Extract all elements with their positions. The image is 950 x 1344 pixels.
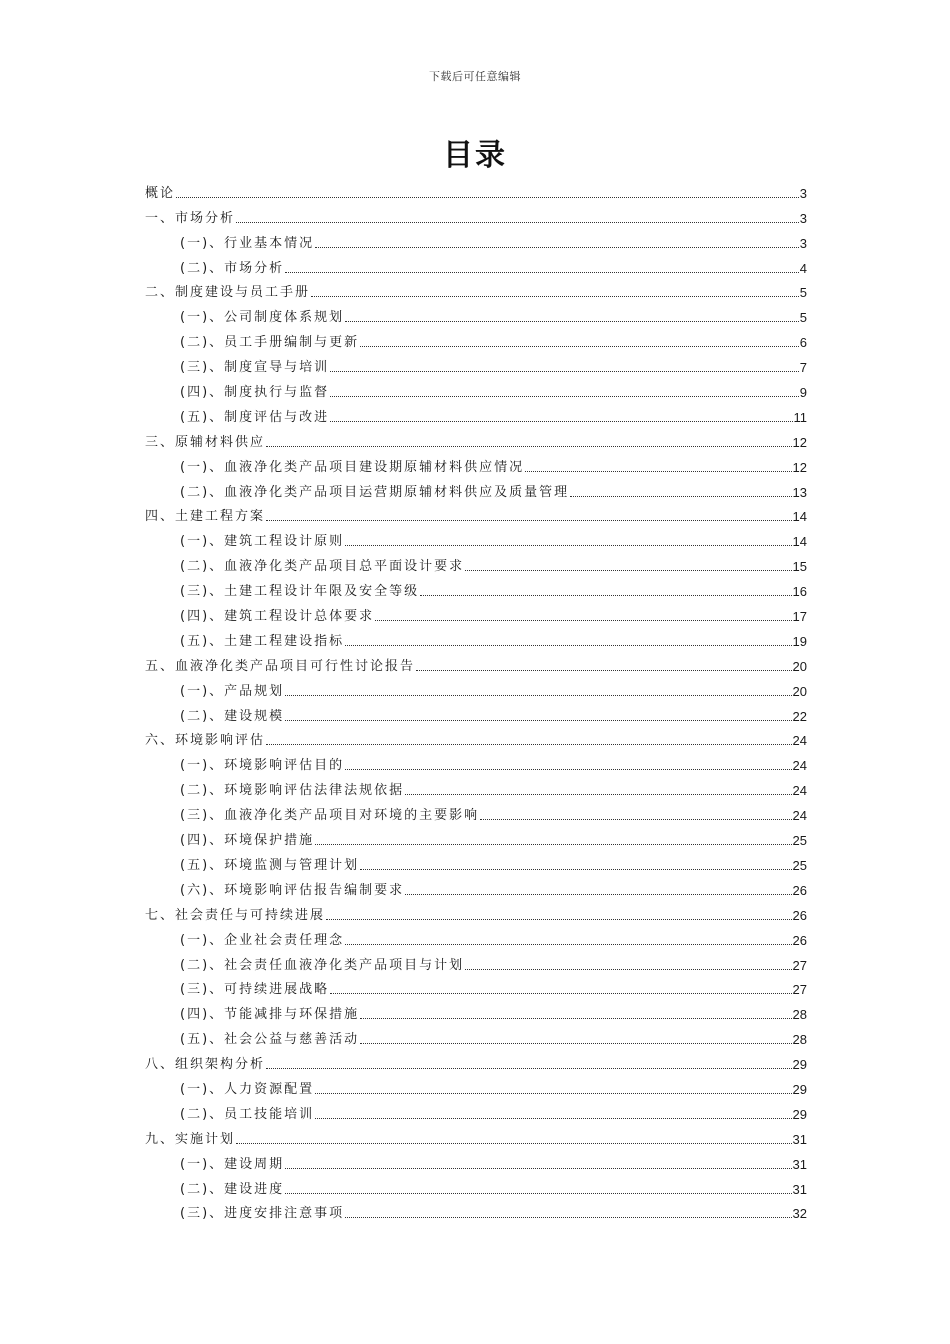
toc-entry[interactable] [145, 849, 807, 874]
toc-entry-page-number: 24 [792, 783, 807, 799]
toc-entry[interactable] [145, 426, 807, 451]
toc-entry-page-number: 31 [792, 1131, 807, 1147]
toc-entry-title: (二)、血液净化类产品项目总平面设计要求 [180, 559, 465, 575]
toc-entry-title: (二)、市场分析 [180, 260, 285, 276]
toc-entry[interactable] [145, 550, 807, 575]
toc-entry[interactable] [145, 874, 807, 899]
toc-entry[interactable] [145, 949, 807, 974]
toc-entry-page-number: 20 [792, 658, 807, 674]
dot-leader [360, 346, 799, 347]
toc-entry-title: (一)、血液净化类产品项目建设期原辅材料供应情况 [180, 459, 525, 475]
toc-entry-title: (五)、土建工程建设指标 [180, 633, 345, 649]
dot-leader [266, 520, 792, 521]
dot-leader [345, 944, 791, 945]
toc-entry-page-number: 26 [792, 932, 807, 948]
toc-entry[interactable] [145, 451, 807, 476]
toc-entry-title: (二)、建设进度 [180, 1181, 285, 1197]
toc-entry-title: (四)、建筑工程设计总体要求 [180, 609, 375, 625]
toc-entry-page-number: 25 [792, 857, 807, 873]
dot-leader [330, 421, 792, 422]
dot-leader [345, 321, 799, 322]
toc-entry-page-number: 32 [792, 1206, 807, 1222]
toc-entry[interactable] [145, 1073, 807, 1098]
dot-leader [375, 620, 791, 621]
dot-leader [266, 744, 792, 745]
dot-leader [416, 670, 792, 671]
dot-leader [345, 645, 791, 646]
toc-entry-page-number: 26 [792, 907, 807, 923]
toc-entry-title: (三)、进度安排注意事项 [180, 1206, 345, 1222]
toc-entry[interactable] [145, 1173, 807, 1198]
toc-entry-page-number: 15 [792, 559, 807, 575]
toc-entry[interactable] [145, 376, 807, 401]
toc-entry-title: 三、原辅材料供应 [145, 434, 266, 450]
toc-entry-title: (四)、制度执行与监督 [180, 385, 330, 401]
dot-leader [345, 545, 791, 546]
toc-entry-page-number: 3 [799, 210, 807, 226]
toc-entry[interactable] [145, 974, 807, 999]
toc-entry[interactable] [145, 476, 807, 501]
toc-entry[interactable] [145, 998, 807, 1023]
toc-entry-page-number: 25 [792, 833, 807, 849]
toc-entry-page-number: 12 [792, 434, 807, 450]
toc-entry-page-number: 6 [799, 335, 807, 351]
toc-entry-title: (一)、行业基本情况 [180, 235, 315, 251]
dot-leader [315, 1093, 791, 1094]
dot-leader [465, 969, 791, 970]
toc-entry-title: (一)、人力资源配置 [180, 1081, 315, 1097]
toc-entry-title: (三)、血液净化类产品项目对环境的主要影响 [180, 808, 480, 824]
toc-entry-title: 九、实施计划 [145, 1131, 236, 1147]
toc-entry-page-number: 12 [792, 459, 807, 475]
dot-leader [236, 222, 799, 223]
dot-leader [285, 695, 791, 696]
dot-leader [266, 1068, 792, 1069]
dot-leader [285, 1193, 791, 1194]
toc-entry-title: (三)、可持续进展战略 [180, 982, 330, 998]
dot-leader [570, 496, 791, 497]
toc-entry-title: 七、社会责任与可持续进展 [145, 907, 326, 923]
toc-entry-page-number: 24 [792, 758, 807, 774]
toc-entry-page-number: 27 [792, 957, 807, 973]
toc-entry-title: (一)、环境影响评估目的 [180, 758, 345, 774]
toc-title: 目录 [443, 138, 507, 173]
toc-entry-title: (五)、环境监测与管理计划 [180, 857, 360, 873]
toc-entry-page-number: 22 [792, 708, 807, 724]
toc-entry[interactable] [145, 675, 807, 700]
toc-entry-title: (四)、节能减排与环保措施 [180, 1007, 360, 1023]
dot-leader [345, 769, 791, 770]
toc-entry-title: (一)、建设周期 [180, 1156, 285, 1172]
toc-entry-page-number: 26 [792, 882, 807, 898]
dot-leader [360, 1043, 791, 1044]
dot-leader [330, 371, 799, 372]
dot-leader [315, 1118, 791, 1119]
dot-leader [285, 272, 799, 273]
dot-leader [326, 919, 792, 920]
toc-entry-page-number: 16 [792, 584, 807, 600]
toc-entry-title: (二)、建设规模 [180, 708, 285, 724]
toc-entry-title: (五)、制度评估与改进 [180, 409, 330, 425]
toc-entry[interactable] [145, 177, 807, 202]
toc-entry-title: 八、组织架构分析 [145, 1057, 266, 1073]
toc-entry[interactable] [145, 1148, 807, 1173]
toc-list [145, 177, 807, 1222]
dot-leader [236, 1143, 792, 1144]
dot-leader [315, 844, 791, 845]
toc-entry-page-number: 14 [792, 509, 807, 525]
toc-entry-title: 五、血液净化类产品项目可行性讨论报告 [145, 658, 416, 674]
toc-entry-title: (二)、员工手册编制与更新 [180, 335, 360, 351]
toc-entry-title: (一)、建筑工程设计原则 [180, 534, 345, 550]
toc-entry[interactable] [145, 749, 807, 774]
dot-leader [311, 296, 799, 297]
toc-entry-title: (三)、制度宣导与培训 [180, 360, 330, 376]
toc-entry-title: (六)、环境影响评估报告编制要求 [180, 882, 405, 898]
toc-entry-title: 二、制度建设与员工手册 [145, 285, 311, 301]
toc-entry-title: (四)、环境保护措施 [180, 833, 315, 849]
toc-entry[interactable] [145, 1098, 807, 1123]
toc-entry-title: 概论 [145, 185, 176, 201]
toc-entry[interactable] [145, 301, 807, 326]
dot-leader [176, 197, 799, 198]
dot-leader [315, 247, 799, 248]
toc-entry-title: (二)、环境影响评估法律法规依据 [180, 783, 405, 799]
toc-entry[interactable] [145, 525, 807, 550]
toc-entry[interactable] [145, 227, 807, 252]
toc-entry-page-number: 29 [792, 1057, 807, 1073]
toc-entry-title: (二)、社会责任血液净化类产品项目与计划 [180, 957, 465, 973]
toc-entry-title: (二)、员工技能培训 [180, 1106, 315, 1122]
toc-entry-page-number: 3 [799, 235, 807, 251]
header-note: 下载后可任意编辑 [429, 70, 521, 83]
toc-entry-title: 四、土建工程方案 [145, 509, 266, 525]
toc-entry[interactable] [145, 650, 807, 675]
toc-entry[interactable] [145, 501, 807, 526]
toc-entry[interactable] [145, 924, 807, 949]
toc-entry-page-number: 5 [799, 310, 807, 326]
toc-entry-title: (三)、土建工程设计年限及安全等级 [180, 584, 420, 600]
toc-entry-page-number: 3 [799, 185, 807, 201]
toc-entry[interactable] [145, 774, 807, 799]
dot-leader [480, 819, 791, 820]
toc-entry-page-number: 14 [792, 534, 807, 550]
dot-leader [345, 1217, 791, 1218]
toc-entry[interactable] [145, 725, 807, 750]
toc-entry-page-number: 28 [792, 1007, 807, 1023]
toc-entry[interactable] [145, 1048, 807, 1073]
dot-leader [330, 993, 791, 994]
dot-leader [360, 869, 791, 870]
dot-leader [285, 720, 791, 721]
toc-entry-page-number: 28 [792, 1032, 807, 1048]
toc-entry[interactable] [145, 700, 807, 725]
toc-entry[interactable] [145, 575, 807, 600]
toc-entry-title: 一、市场分析 [145, 210, 236, 226]
toc-entry[interactable] [145, 252, 807, 277]
toc-entry-title: (五)、社会公益与慈善活动 [180, 1032, 360, 1048]
toc-entry[interactable] [145, 824, 807, 849]
toc-entry-page-number: 29 [792, 1081, 807, 1097]
toc-entry-page-number: 13 [792, 484, 807, 500]
toc-entry[interactable] [145, 625, 807, 650]
toc-entry-page-number: 20 [792, 683, 807, 699]
dot-leader [405, 794, 791, 795]
toc-entry-title: (二)、血液净化类产品项目运营期原辅材料供应及质量管理 [180, 484, 570, 500]
toc-entry-title: (一)、产品规划 [180, 683, 285, 699]
toc-entry[interactable] [145, 326, 807, 351]
toc-entry[interactable] [145, 799, 807, 824]
dot-leader [420, 595, 791, 596]
toc-entry-page-number: 24 [792, 808, 807, 824]
dot-leader [360, 1018, 791, 1019]
toc-entry[interactable] [145, 899, 807, 924]
toc-entry-page-number: 27 [792, 982, 807, 998]
toc-entry-page-number: 11 [793, 409, 807, 425]
toc-entry[interactable] [145, 351, 807, 376]
dot-leader [525, 471, 791, 472]
dot-leader [266, 446, 792, 447]
dot-leader [465, 570, 791, 571]
dot-leader [405, 894, 791, 895]
dot-leader [285, 1168, 791, 1169]
toc-entry-page-number: 4 [799, 260, 807, 276]
toc-entry-page-number: 7 [799, 360, 807, 376]
toc-entry[interactable] [145, 1198, 807, 1223]
toc-entry-page-number: 9 [799, 385, 807, 401]
toc-entry-page-number: 19 [792, 633, 807, 649]
toc-entry-page-number: 17 [792, 609, 807, 625]
toc-entry[interactable] [145, 202, 807, 227]
toc-entry-title: (一)、公司制度体系规划 [180, 310, 345, 326]
toc-entry-title: (一)、企业社会责任理念 [180, 932, 345, 948]
toc-entry[interactable] [145, 277, 807, 302]
toc-entry[interactable] [145, 1123, 807, 1148]
toc-entry-page-number: 31 [792, 1181, 807, 1197]
toc-entry-page-number: 31 [792, 1156, 807, 1172]
dot-leader [330, 396, 799, 397]
toc-entry-page-number: 5 [799, 285, 807, 301]
toc-entry[interactable] [145, 600, 807, 625]
toc-entry-page-number: 29 [792, 1106, 807, 1122]
toc-entry[interactable] [145, 401, 807, 426]
toc-entry-page-number: 24 [792, 733, 807, 749]
toc-entry[interactable] [145, 1023, 807, 1048]
toc-entry-title: 六、环境影响评估 [145, 733, 266, 749]
